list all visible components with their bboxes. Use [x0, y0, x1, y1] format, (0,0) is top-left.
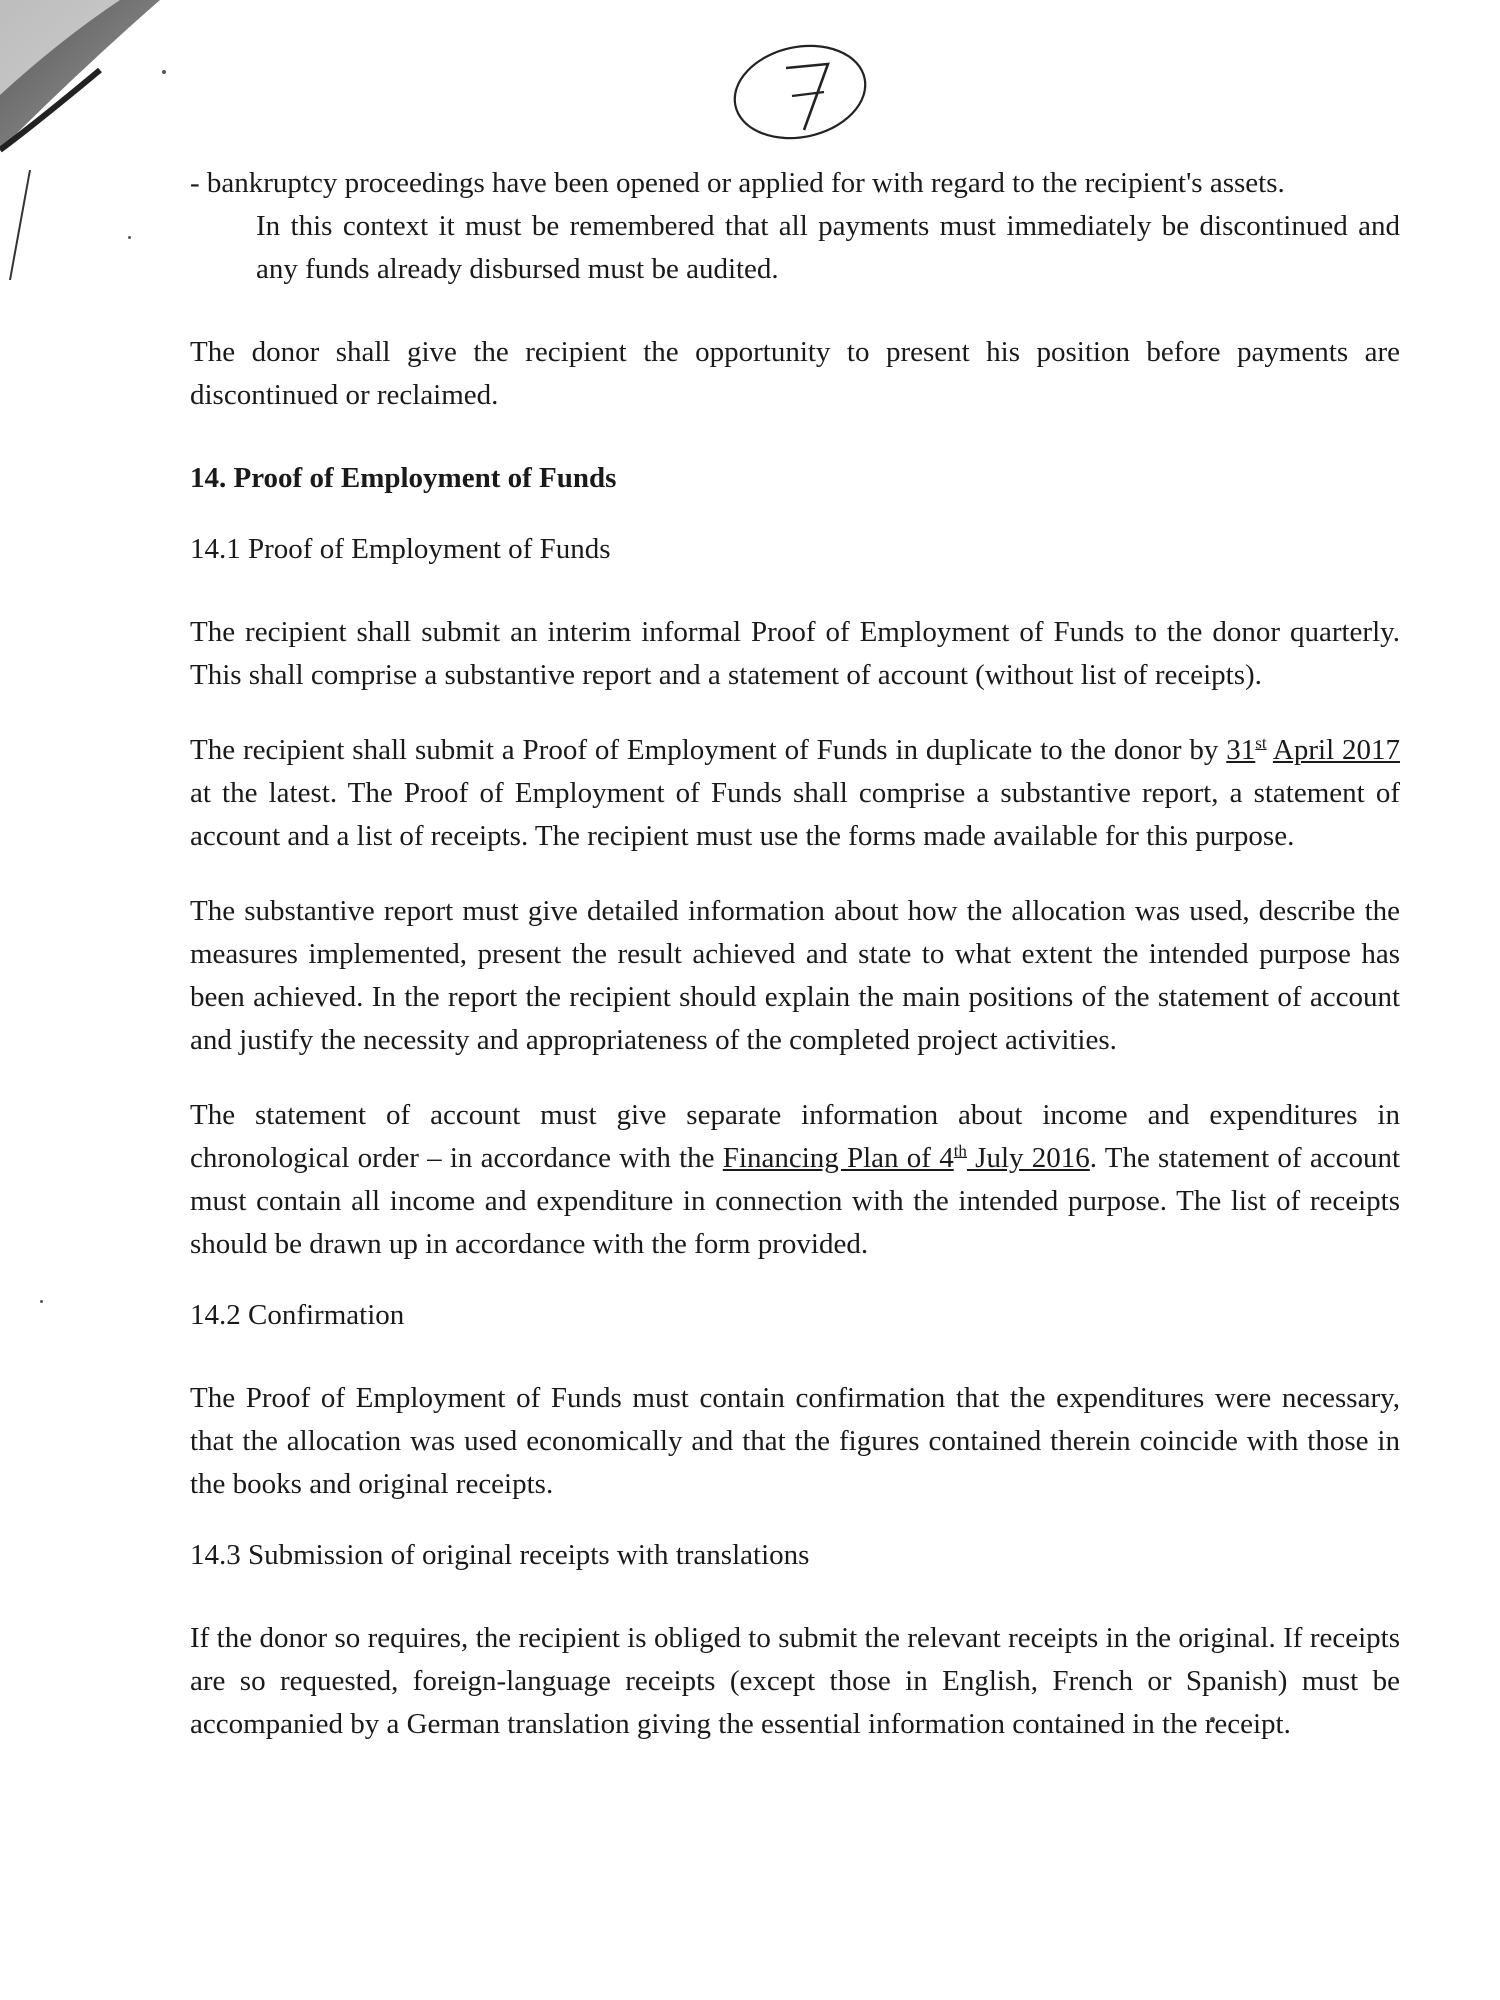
subheading-14-2: 14.2 Confirmation — [190, 1299, 405, 1331]
financing-plan-ref-sup: th — [953, 1141, 967, 1161]
paragraph-substantive-report: The substantive report must give detailed information about how the allocation was used, describe the measures implemented, present the result achieved and state to what extent the intended purpose has been achieved. In the report the recipient should explain the main positions of the statement of account and justify the necessity and appropriateness of the completed project activities. — [190, 895, 1400, 1056]
paragraph-donor-position: The donor shall give the recipient the opportunity to present his position before payments are discontinued or reclaimed. — [190, 336, 1400, 411]
deadline-date-day: 31 — [1226, 734, 1256, 766]
subheading-14-1: 14.1 Proof of Employment of Funds — [190, 533, 611, 565]
deadline-date-suffix: st — [1255, 733, 1267, 753]
financing-plan-ref-a: Financing Plan of 4 — [722, 1142, 954, 1174]
paragraph-interim-proof: The recipient shall submit an interim informal Proof of Employment of Funds to the donor quarterly. This shall comprise a substantive report and a statement of account (without list of receipts). — [190, 616, 1400, 691]
paragraph-confirmation: The Proof of Employment of Funds must contain confirmation that the expenditures were necessary, that the allocation was used economically and that the figures contained therein coincide with those in the books and original receipts. — [190, 1382, 1400, 1500]
handwritten-page-number-mark — [720, 30, 880, 145]
subheading-14-3: 14.3 Submission of original receipts with translations — [190, 1539, 810, 1571]
statement-text-after: . The statement of account must contain all income and expenditure in connection with the intended purpose. The list of receipts should be drawn up in accordance with the form provided. — [190, 1142, 1401, 1260]
scan-speck — [162, 70, 166, 74]
scan-corner-artifact — [0, 0, 220, 300]
paragraph-deadline — [190, 729, 1400, 858]
deadline-text-before: The recipient shall submit a Proof of Employment of Funds in duplicate to the donor by — [190, 734, 1227, 766]
paragraph-original-receipts: If the donor so requires, the recipient is obliged to submit the relevant receipts in the original. If receipts are so requested, foreign-language receipts (except those in English, French or Spanish) must be accompanied by a German translation giving the essential information contained in the receipt. — [190, 1622, 1400, 1740]
section-heading-14: 14. Proof of Employment of Funds — [190, 462, 617, 494]
scan-speck — [40, 1300, 43, 1303]
statement-text-before: The statement of account must give separate information about income and expenditures in chronological order – in accordance with the — [190, 1099, 1400, 1174]
paragraph-statement-of-account — [190, 1094, 1400, 1266]
scan-speck — [128, 236, 131, 239]
deadline-date-rest: April 2017 — [1272, 734, 1401, 766]
bullet-bankruptcy-continuation: In this context it must be remembered that all payments must immediately be discontinued and any funds already disbursed must be audited. — [256, 210, 1400, 285]
document-body — [190, 162, 1400, 1746]
financing-plan-ref-b: July 2016 — [966, 1142, 1090, 1174]
bullet-bankruptcy: - bankruptcy proceedings have been opened or applied for with regard to the recipient's assets. — [190, 167, 1285, 199]
deadline-text-after: at the latest. The Proof of Employment of Funds shall comprise a substantive report, a statement of account and a list of receipts. The recipient must use the forms made available for this purpose. — [190, 777, 1400, 852]
